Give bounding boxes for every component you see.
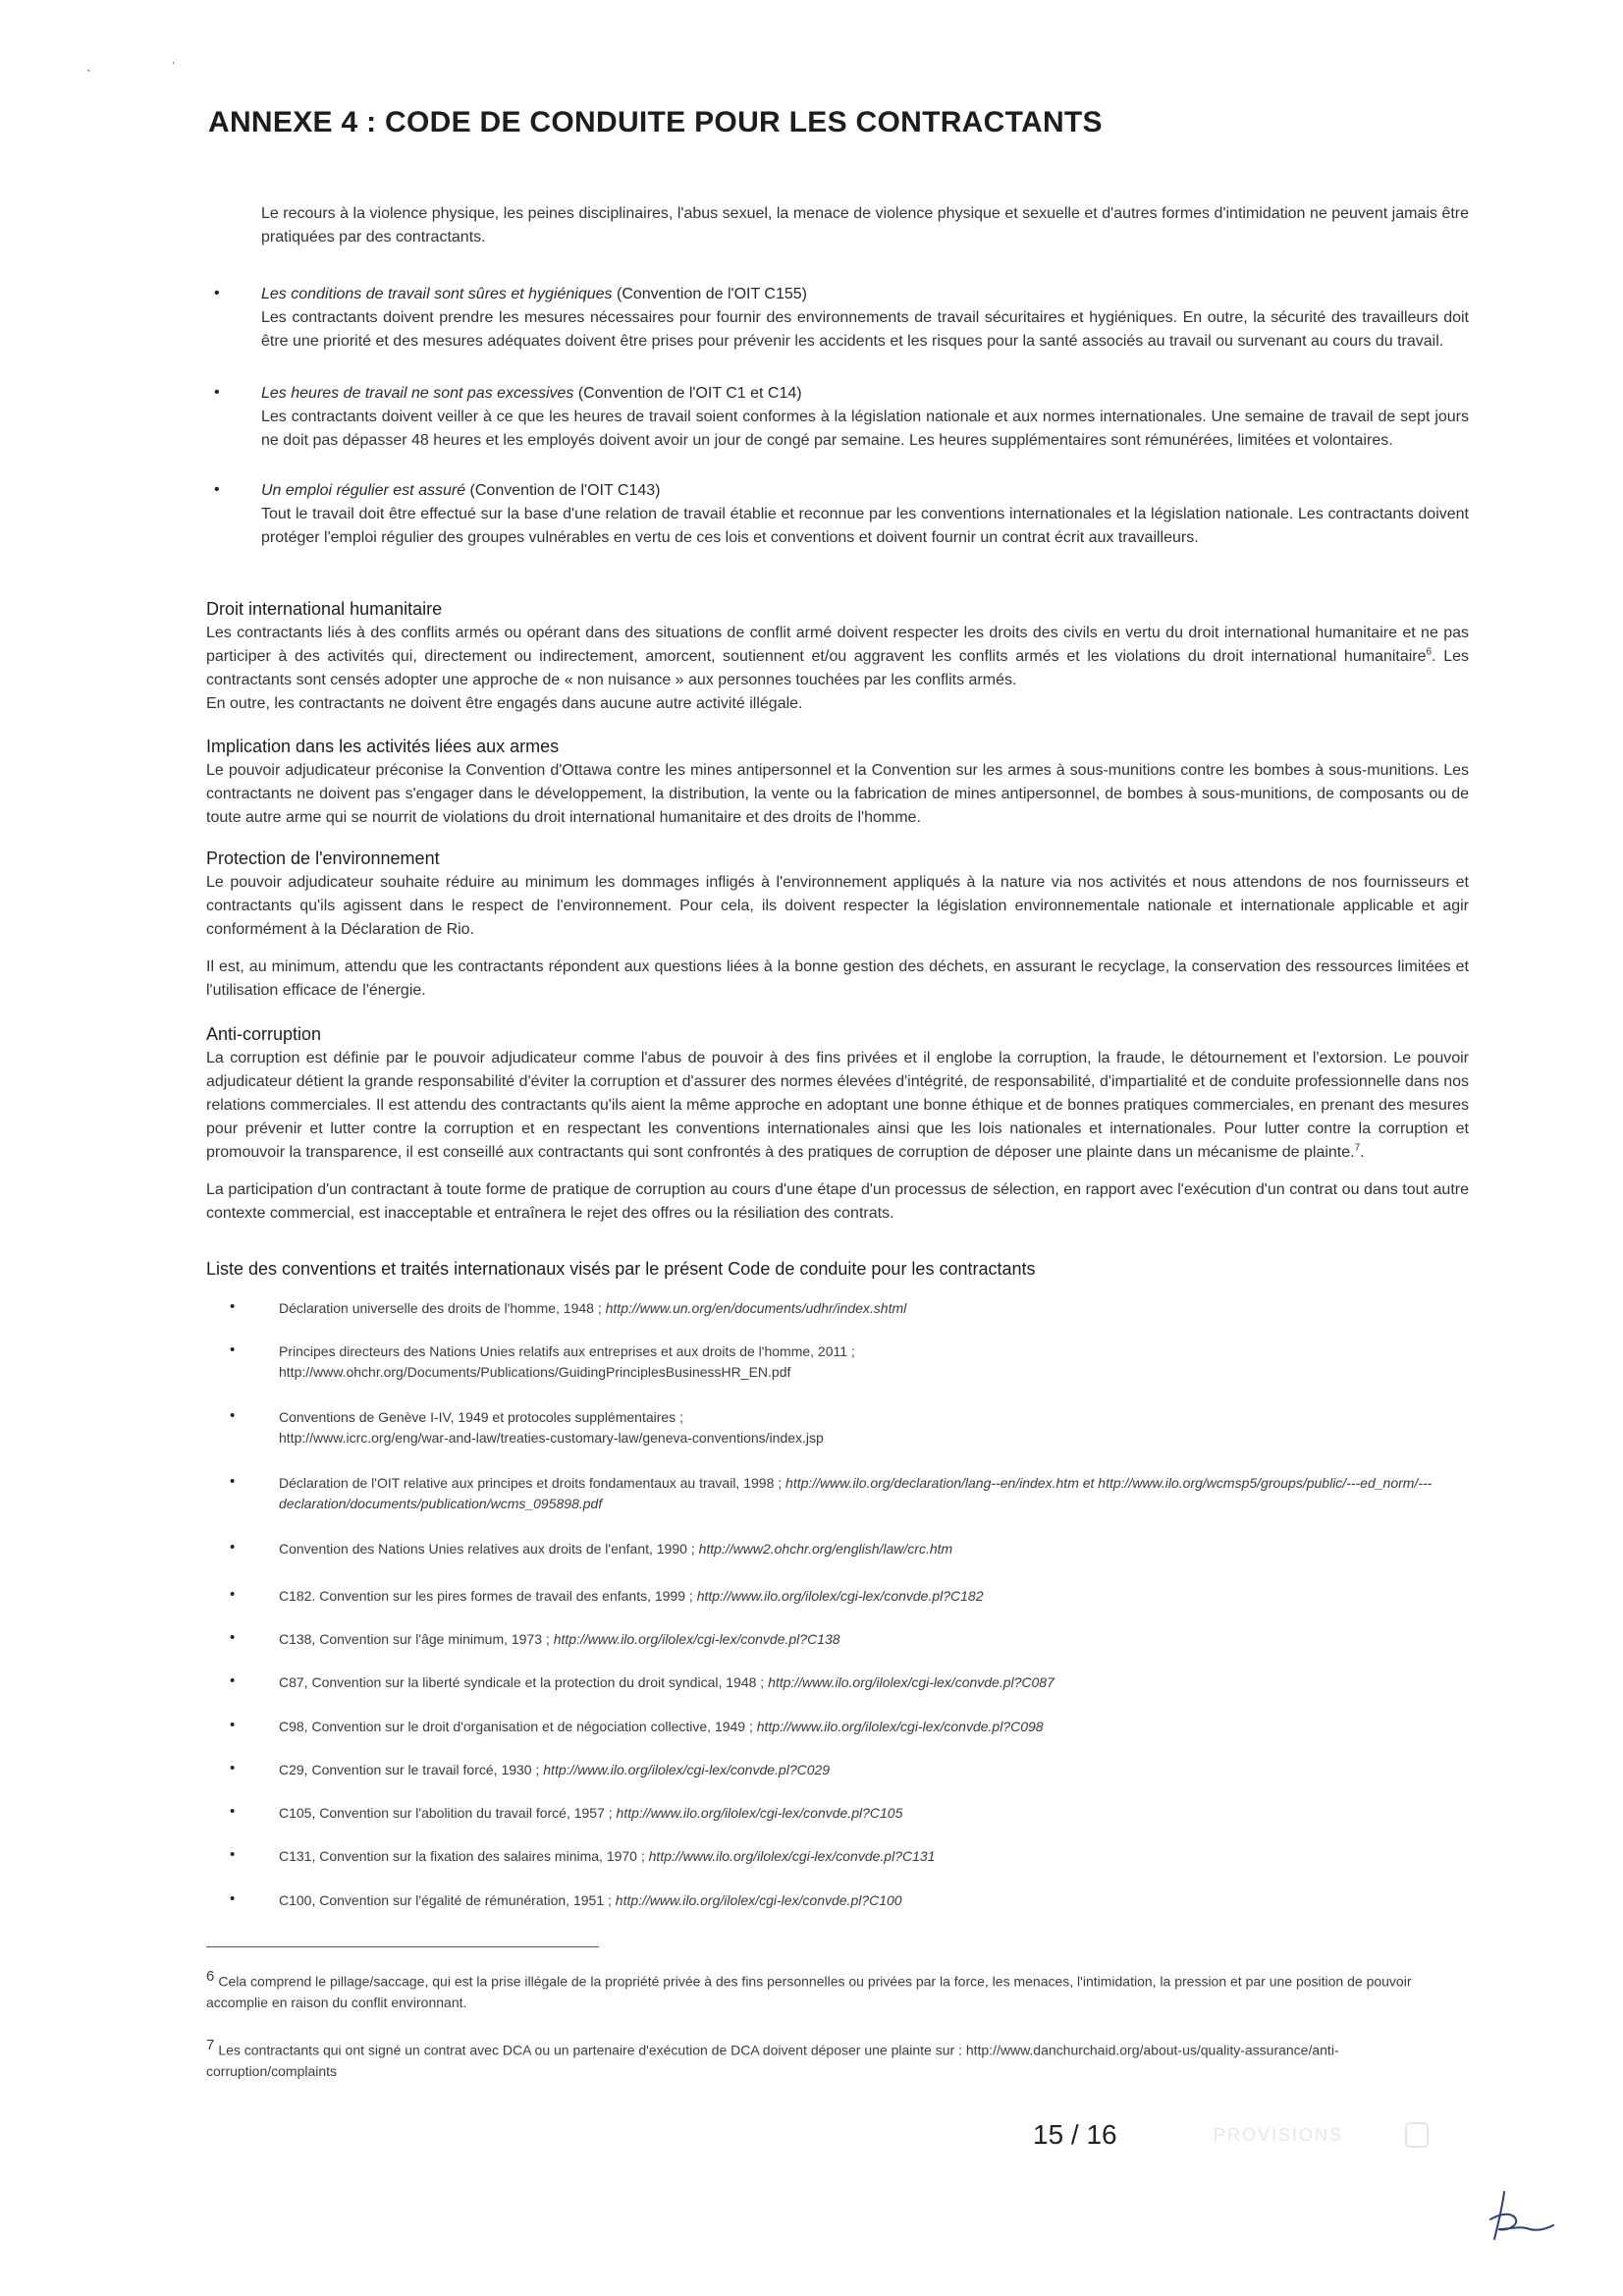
bullet-heading: Les heures de travail ne sont pas excessives (Convention de l'OIT C1 et C14) — [261, 385, 802, 402]
section-heading: Implication dans les activités liées aux armes — [206, 737, 560, 756]
section-paragraph: Le pouvoir adjudicateur souhaite réduire au minimum les dommages infligés à l'environnement appliqués à la nature via nos activités et nous attendons de nos fournisseurs et contractants qu'ils agissent dans le respect de l'environnement. Pour cela, ils doivent respecter la législation environnementale nationale et internationale applicable et agir conformément à la Déclaration de Rio. — [206, 874, 1469, 938]
footnote-divider — [206, 1946, 599, 1947]
svg-text:PROVISIONS: PROVISIONS — [1214, 2125, 1344, 2145]
convention-link[interactable]: http://www.icrc.org/eng/war-and-law/treaties-customary-law/geneva-conventions/index.jsp — [279, 1430, 824, 1446]
convention-link[interactable]: http://www.ilo.org/ilolex/cgi-lex/convde.pl?C138 — [553, 1631, 840, 1647]
convention-link[interactable]: http://www.ilo.org/ilolex/cgi-lex/convde.pl?C131 — [648, 1848, 936, 1864]
bullet-icon: • — [230, 1341, 236, 1358]
bullet-icon: • — [230, 1407, 236, 1424]
conventions-heading: Liste des conventions et traités internationaux visés par le présent Code de conduite pour les contractants — [206, 1259, 1036, 1279]
bullet-text: Les contractants doivent prendre les mesures nécessaires pour fournir des environnements de travail sécuritaires et hygiéniques. En outre, la sécurité des travailleurs doit être une priorité et des mesures adéquates doivent être prises pour prévenir les accidents et les risques pour la santé associés au travail ou survenant au cours du travail. — [261, 309, 1469, 350]
bullet-icon: • — [230, 1473, 236, 1490]
scan-mark: ˋ — [86, 67, 91, 82]
bullet-icon: • — [230, 1803, 236, 1820]
signature-mark — [1485, 2186, 1557, 2245]
footnote-number: 7 — [206, 2037, 215, 2053]
convention-link[interactable]: http://www.ilo.org/ilolex/cgi-lex/convde.pl?C098 — [756, 1719, 1044, 1734]
bullet-icon: • — [230, 1298, 236, 1315]
section-paragraph: La corruption est définie par le pouvoir adjudicateur comme l'abus de pouvoir à des fins privées et il englobe la corruption, la fraude, le détournement et l'extorsion. Le pouvoir adjudicateur détient la grande responsabilité d'éviter la corruption et d'assurer des normes élevées d'intégrité, de responsabilité, d'impartialité et de conduite professionnelle dans nos relations commerciales. Il est attendu des contractants qu'ils aient la même approche en adoptant une bonne éthique et de bonnes pratiques commerciales, en prenant des mesures pour prévenir et lutter contre la corruption et en respectant les conventions internationales ainsi que les lois nationales et internationales. Pour lutter contre la corruption et promouvoir la transparence, il est conseillé aux contractants qui sont confrontés à des pratiques de corruption de déposer une plainte dans un mécanisme de plainte.$^7$. — [206, 1050, 1469, 1161]
section-heading: Protection de l'environnement — [206, 848, 440, 868]
convention-link[interactable]: http://www2.ohchr.org/english/law/crc.htm — [698, 1541, 953, 1557]
footnote-ref: 6 — [1426, 646, 1433, 658]
bullet-icon: • — [230, 1846, 236, 1863]
bullet-icon: • — [230, 1539, 236, 1556]
convention-link[interactable]: http://www.un.org/en/documents/udhr/index.shtml — [605, 1300, 907, 1316]
footnote-ref: 7 — [1354, 1142, 1361, 1154]
convention-link[interactable]: http://www.ilo.org/ilolex/cgi-lex/convde.pl?C100 — [615, 1892, 902, 1908]
convention-link[interactable]: http://www.ilo.org/ilolex/cgi-lex/convde.pl?C029 — [543, 1762, 831, 1777]
section-paragraph: Le pouvoir adjudicateur préconise la Convention d'Ottawa contre les mines antipersonnel et la Convention sur les armes à sous-munitions contre les bombes à sous-munitions. Les contractants ne doivent pas s'engager dans le développement, la distribution, la vente ou la fabrication de mines antipersonnel, de bombes à sous-munitions, de composants ou de toute autre arme qui se nourrit de violations du droit international humanitaire et des droits de l'homme. — [206, 762, 1469, 826]
bullet-heading: Un emploi régulier est assuré (Convention de l'OIT C143) — [261, 482, 661, 499]
section-heading: Droit international humanitaire — [206, 599, 443, 619]
convention-link[interactable]: http://www.ilo.org/declaration/lang--en/index.htm et http://www.ilo.org/wcmsp5/groups/public/---ed_norm/---declaration/documents/publication/wcms_095898.pdf — [279, 1475, 1433, 1511]
section-paragraph: Les contractants liés à des conflits armés ou opérant dans des situations de conflit armé doivent respecter les droits des civils en vertu du droit international humanitaire et ne pas participer à des activités qui, directement ou indirectement, amorcent, soutiennent et/ou aggravent les conflits armés et les violations du droit international humanitaire$^6$. Les contractants sont censés adopter une approche de « non nuisance » aux personnes touchées par les conflits armés. — [206, 625, 1470, 688]
bullet-icon: • — [230, 1890, 236, 1907]
bullet-heading: Les conditions de travail sont sûres et hygiéniques (Convention de l'OIT C155) — [261, 286, 807, 302]
bullet-icon: • — [230, 1672, 236, 1689]
bullet-icon: • — [230, 1629, 236, 1646]
page-title: ANNEXE 4 : CODE DE CONDUITE POUR LES CONTRACTANTS — [208, 106, 1103, 138]
convention-link[interactable]: http://www.ohchr.org/Documents/Publications/GuidingPrinciplesBusinessHR_EN.pdf — [279, 1364, 791, 1380]
bullet-icon: • — [230, 1586, 236, 1603]
scan-mark: ˈ — [171, 59, 176, 75]
document-page: ˋ ˈ ANNEXE 4 : CODE DE CONDUITE POUR LES CONTRACTANTS Le recours à la violence physique, les peines disciplinaires, l'abus sexuel, la menace de violence physique et sexuelle et d'autres formes d'intimidation ne peuvent jamais être pratiquées par des contractants. • Les conditions de travail sont sûres et hygiéniques (Convention de l'OIT C155) Les contractants doivent prendre les mesures nécessaires pour fournir des environnements de travail sécuritaires et hygiéniques. En outre, la sécurité des travailleurs doit être une priorité et des mesures adéquates doivent être prises pour prévenir les accidents et les risques pour la santé associés au travail ou survenant au cours du travail. • Les heures de travail ne sont pas excessives (Convention de l'OIT C1 et C14) Les contractants doivent veiller à ce que les heures de travail soient conformes à la législation nationale et aux normes internationales. Une semaine de travail de sept jours ne doit pas dépasser 48 heures et les employés doivent avoir un jour de congé par semaine. Les heures supplémentaires sont rémunérées, limitées et volontaires. • Un emploi régulier est assuré (Convention de l'OIT C143) Tout le travail doit être effectué sur la base d'une relation de travail établie et reconnue par les conventions internationales et la législation nationale. Les contractants doivent protéger l'emploi régulier des groupes vulnérables en vertu de ces lois et conventions et doivent fournir un contrat écrit aux travailleurs. Droit international humanitaire Les contractants liés à des conflits armés ou opérant dans des situations de conflit armé doivent respecter les droits des civils en vertu du droit international humanitaire et ne pas participer à des activités qui, directement ou indirectement, amorcent, soutiennent et/ou aggravent les conflits armés et les violations du droit international humanitaire$^6$. Les contractants sont censés adopter une approche de « non nuisance » aux personnes touchées par les conflits armés. En outre, les contractants ne doivent être engagés dans aucune autre activité illégale. Implication dans les activités liées aux armes Le pouvoir adjudicateur préconise la Convention d'Ottawa contre les mines antipersonnel et la Convention sur les armes à sous-munitions contre les bombes à sous-munitions. Les contractants ne doivent pas s'engager dans le développement, la distribution, la vente ou la fabrication de mines antipersonnel, de bombes à sous-munitions, de composants ou de toute autre arme qui se nourrit de violations du droit international humanitaire et des droits de l'homme. Protection de l'environnement Le pouvoir adjudicateur souhaite réduire au minimum les dommages infligés à l'environnement appliqués à la nature via nos activités et nous attendons de nos fournisseurs et contractants qu'ils agissent dans le respect de l'environnement. Pour cela, ils doivent respecter la législation environnementale nationale et internationale applicable et agir conformément à la Déclaration de Rio. Il est, au minimum, attendu que les contractants répondent aux questions liées à la bonne gestion des déchets, en assurant le recyclage, la conservation des ressources limitées et l'utilisation efficace de l'énergie. Anti-corruption La corruption est définie par le pouvoir adjudicateur comme l'abus de pouvoir à des fins privées et il englobe la corruption, la fraude, le détournement et l'extorsion. Le pouvoir adjudicateur détient la grande responsabilité d'éviter la corruption et d'assurer des normes élevées d'intégrité, de responsabilité, d'impartialité et de conduite professionnelle dans nos relations commerciales. Il est attendu des contractants qu'ils aient la même approche en adoptant une bonne éthique et de bonnes pratiques commerciales, en prenant des mesures pour prévenir et lutter contre la corruption et en respectant les conventions internationales ainsi que les lois nationales et internationales. Pour lutter contre la corruption et promouvoir la transparence, il est conseillé aux contractants qui sont confrontés à des pratiques de corruption de déposer une plainte dans un mécanisme de plainte.$^7$. La participation d'un contractant à toute forme de pratique de corruption au cours d'une étape d'un processus de sélection, en rapport avec l'exécution d'un contrat ou dans tout autre contexte commercial, est inacceptable et entraînera le rejet des offres ou la résiliation des contrats. Liste des conventions et traités internationaux visés par le présent Code de conduite pour les contractants • Déclaration universelle des droits de l'homme, 1948 ; http://www.un.org/en/documents/udhr/index.shtml • Principes directeurs des Nations Unies relatifs aux entreprises et aux droits de l'homme, 2011 ; http://www.ohchr.org/Documents/Publications/GuidingPrinciplesBusinessHR_EN.pdf • Conventions de Genève I-IV, 1949 et protocoles supplémentaires ; http://www.icrc.org/eng/war-and-law/treaties-customary-law/geneva-conventions/index.jsp • Déclaration de l'OIT relative aux principes et droits fondamentaux au travail, 1998 ; http://www.ilo.org/declaration/lang--en/index.htm et http://www.ilo.org/wcmsp5/groups/public/---ed_norm/---declaration/documents/publication/wcms_095898.pdf • Convention des Nations Unies relatives aux droits de l'enfant, 1990 ; http://www2.ohchr.org/english/law/crc.htm • C182. Convention sur les pires formes de travail des enfants, 1999 ; http://www.ilo.org/ilolex/cgi-lex/convde.pl?C182 • C138, Convention sur l'âge minimum, 1973 ; http://www.ilo.org/ilolex/cgi-lex/convde.pl?C138 • C87, Convention sur la liberté syndicale et la protection du droit syndical, 1948 ; http://www.ilo.org/ilolex/cgi-lex/convde.pl?C087 • C98, Convention sur le droit d'organisation et de négociation collective, 1949 ; http://www.ilo.org/ilolex/cgi-lex/convde.pl?C098 • C29, Convention sur le travail forcé, 1930 ; http://www.ilo.org/ilolex/cgi-lex/convde.pl?C029 • C105, Convention sur l'abolition du travail forcé, 1957 ; http://www.ilo.org/ilolex/cgi-lex/convde.pl?C105 • C131, Convention sur la fixation des salaires minima, 1970 ; http://www.ilo.org/ilolex/cgi-lex/convde.pl?C131 • C100, Convention sur l'égalité de rémunération, 1951 ; http://www.ilo.org/ilolex/cgi-lex/convde.pl?C100 6 Cela comprend le pillage/saccage, qui est la prise illégale de la propriété privée à des fins personnelles ou privées par la force, les menaces, l'intimidation, la pression et par une position de pouvoir accomplie en raison du conflit environnant. 7 Les contractants qui ont signé un contrat avec DCA ou un partenaire d'exécution de DCA doivent déposer une plainte sur : http://www.danchurchaid.org/about-us/quality-assurance/anti-corruption/complaints 15 / 16 PROVISIONS — [0, 0, 1623, 2296]
bullet-text: Les contractants doivent veiller à ce que les heures de travail soient conformes à la législation nationale et aux normes internationales. Une semaine de travail de sept jours ne doit pas dépasser 48 heures et les employés doivent avoir un jour de congé par semaine. Les heures supplémentaires sont rémunérées, limitées et volontaires. — [261, 409, 1469, 449]
bullet-icon: • — [214, 285, 220, 301]
footnote: 6 Cela comprend le pillage/saccage, qui est la prise illégale de la propriété privée à des fins personnelles ou privées par la force, les menaces, l'intimidation, la pression et par une position de pouvoir accomplie en raison du conflit environnant. — [206, 1968, 1412, 2010]
footnote: 7 Les contractants qui ont signé un contrat avec DCA ou un partenaire d'exécution de DCA doivent déposer une plainte sur : http://www.danchurchaid.org/about-us/quality-assurance/anti-corruption/complaints — [206, 2037, 1339, 2079]
convention-link[interactable]: http://www.ilo.org/ilolex/cgi-lex/convde.pl?C087 — [768, 1674, 1055, 1690]
section-paragraph: En outre, les contractants ne doivent être engagés dans aucune autre activité illégale. — [206, 695, 803, 712]
bullet-text: Tout le travail doit être effectué sur la base d'une relation de travail établie et reconnue par les conventions internationales et la législation nationale. Les contractants doivent protéger l'emploi régulier des groupes vulnérables en vertu de ces lois et conventions et doivent fournir un contrat écrit aux travailleurs. — [261, 506, 1469, 546]
intro-paragraph: Le recours à la violence physique, les peines disciplinaires, l'abus sexuel, la menace de violence physique et sexuelle et d'autres formes d'intimidation ne peuvent jamais être pratiquées par des contractants. — [261, 205, 1469, 246]
page-number: 15 / 16 — [1033, 2119, 1117, 2150]
bullet-icon: • — [230, 1760, 236, 1777]
convention-link[interactable]: http://www.ilo.org/ilolex/cgi-lex/convde.pl?C182 — [696, 1588, 984, 1604]
section-paragraph: La participation d'un contractant à toute forme de pratique de corruption au cours d'une étape d'un processus de sélection, en rapport avec l'exécution d'un contrat ou dans tout autre contexte commercial, est inacceptable et entraînera le rejet des offres ou la résiliation des contrats. — [206, 1181, 1469, 1222]
section-paragraph: Il est, au minimum, attendu que les contractants répondent aux questions liées à la bonne gestion des déchets, en assurant le recyclage, la conservation des ressources limitées et l'utilisation efficace de l'énergie. — [206, 958, 1469, 999]
footnote-number: 6 — [206, 1968, 215, 1985]
section-heading: Anti-corruption — [206, 1024, 322, 1044]
stamp-watermark — [1214, 2121, 1432, 2151]
convention-link[interactable]: http://www.ilo.org/ilolex/cgi-lex/convde.pl?C105 — [616, 1805, 903, 1821]
bullet-icon: • — [214, 481, 220, 498]
bullet-icon: • — [230, 1717, 236, 1733]
bullet-icon: • — [214, 384, 220, 401]
